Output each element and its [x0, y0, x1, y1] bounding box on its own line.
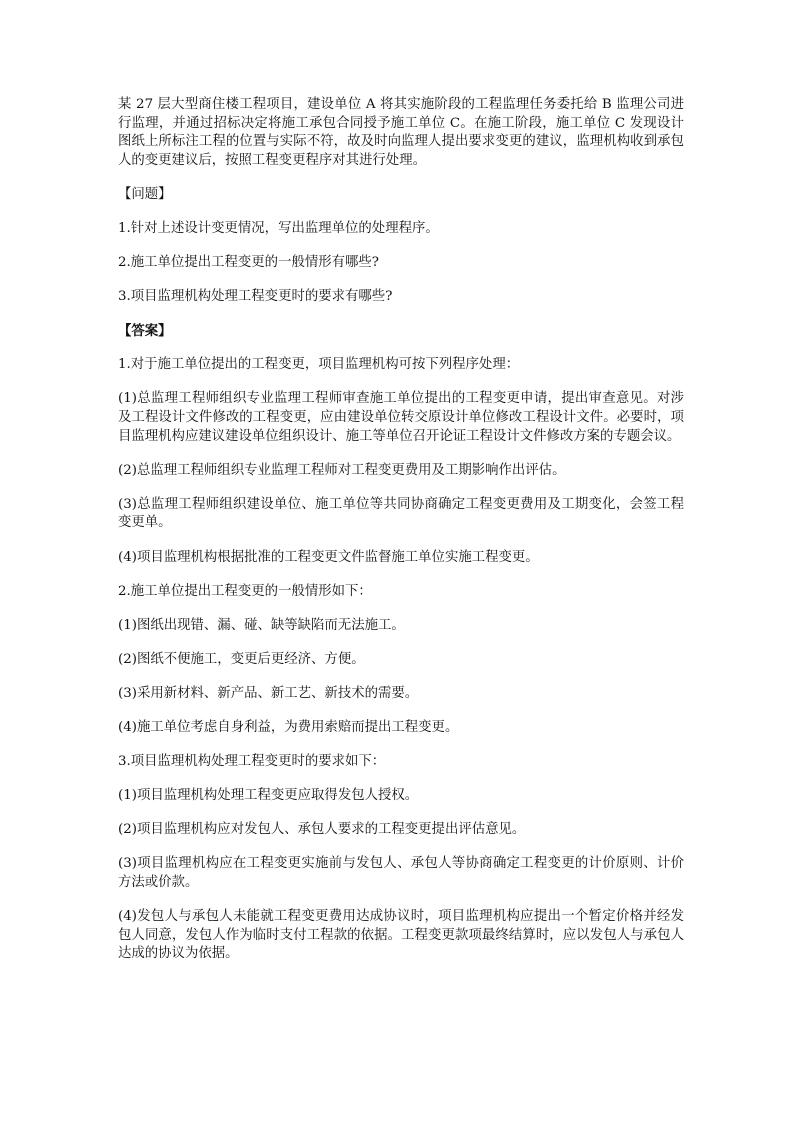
answer-2-item-2: (2)图纸不便施工，变更后更经济、方便。 [118, 651, 365, 667]
answer-heading: 【答案】 [118, 323, 172, 340]
question-1: 1.针对上述设计变更情况，写出监理单位的处理程序。 [118, 220, 439, 236]
answer-3-intro: 3.项目监理机构处理工程变更时的要求如下： [118, 754, 386, 770]
question-3: 3.项目监理机构处理工程变更时的要求有哪些? [118, 289, 393, 305]
answer-2-item-4: (4)施工单位考虑自身利益，为费用索赔而提出工程变更。 [118, 719, 459, 735]
document-body [118, 96, 684, 979]
answer-3-item-4: (4)发包人与承包人未能就工程变更费用达成协议时，项目监理机构应提出一个暂定价格并经发包人同意，发包人作为临时支付工程款的依据。工程变更款项最终结算时，应以发包人与承包人达成的协议为依据。 [118, 909, 684, 962]
answer-2-intro: 2.施工单位提出工程变更的一般情形如下： [118, 583, 372, 599]
answer-2-item-3: (3)采用新材料、新产品、新工艺、新技术的需要。 [118, 685, 419, 701]
question-2: 2.施工单位提出工程变更的一般情形有哪些? [118, 255, 379, 271]
answer-3-item-1: (1)项目监理机构处理工程变更应取得发包人授权。 [118, 788, 419, 804]
answer-2-item-1: (1)图纸出现错、漏、碰、缺等缺陷而无法施工。 [118, 617, 405, 633]
answer-1-item-4: (4)项目监理机构根据批准的工程变更文件监督施工单位实施工程变更。 [118, 549, 539, 565]
question-heading: 【问题】 [118, 186, 172, 202]
answer-1-item-2: (2)总监理工程师组织专业监理工程师对工程变更费用及工期影响作出评估。 [118, 462, 566, 478]
answer-1-item-1: (1)总监理工程师组织专业监理工程师审查施工单位提出的工程变更申请，提出审查意见。对涉及工程设计文件修改的工程变更，应由建设单位转交原设计单位修改工程设计文件。必要时，项目监理机构应建议建设单位组织设计、施工等单位召开论证工程设计文件修改方案的专题会议。 [118, 391, 684, 444]
intro-paragraph: 某 27 层大型商住楼工程项目，建设单位 A 将其实施阶段的工程监理任务委托给 B 监理公司进行监理，并通过招标决定将施工承包合同授予施工单位 C。在施工阶段，施工单位 C 发现设计图纸上所标注工程的位置与实际不符，故及时向监理人提出要求变更的建议，监理机构收到承包人的变更建议后，按照工程变更程序对其进行处理。 [118, 97, 684, 168]
answer-1-item-3: (3)总监理工程师组织建设单位、施工单位等共同协商确定工程变更费用及工期变化，会签工程变更单。 [118, 496, 684, 531]
answer-1-intro: 1.对于施工单位提出的工程变更，项目监理机构可按下列程序处理： [118, 357, 520, 373]
answer-3-item-2: (2)项目监理机构应对发包人、承包人要求的工程变更提出评估意见。 [118, 822, 526, 838]
answer-3-item-3: (3)项目监理机构应在工程变更实施前与发包人、承包人等协商确定工程变更的计价原则、计价方法或价款。 [118, 856, 684, 890]
